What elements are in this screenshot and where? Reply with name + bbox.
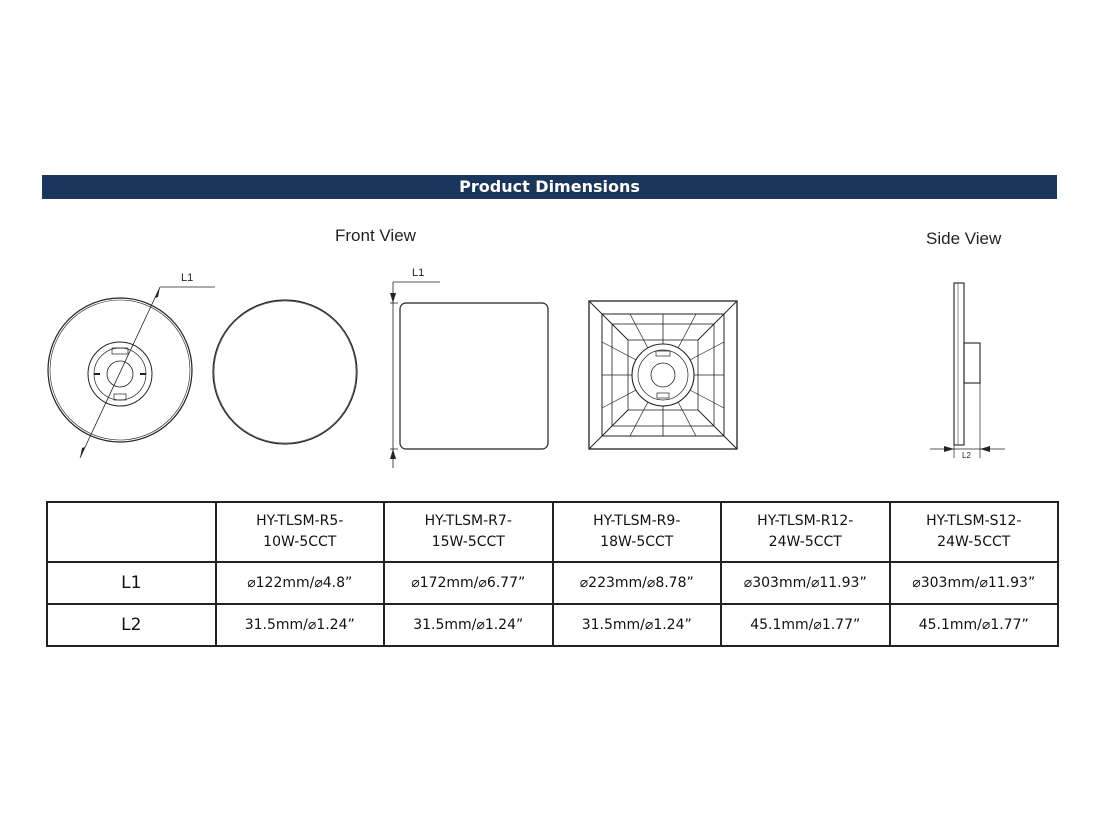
square-fixture-front-drawing <box>390 282 548 468</box>
l1-square-label: L1 <box>412 267 425 279</box>
dimension-value-cell: ⌀303mm/⌀11.93” <box>721 562 890 604</box>
dimension-value-cell: 31.5mm/⌀1.24” <box>384 604 553 646</box>
model-header-cell: HY-TLSM-R7- 15W-5CCT <box>384 502 553 562</box>
table-corner-cell <box>47 502 216 562</box>
dimension-value-cell: 45.1mm/⌀1.77” <box>890 604 1059 646</box>
model-header-cell: HY-TLSM-R9- 18W-5CCT <box>553 502 722 562</box>
dimension-value-cell: 45.1mm/⌀1.77” <box>721 604 890 646</box>
table-row <box>47 604 1058 646</box>
side-view-label: Side View <box>926 229 1002 248</box>
square-fixture-back-drawing <box>589 301 737 449</box>
l1-round-label: L1 <box>181 272 194 284</box>
section-title-banner: Product Dimensions <box>42 175 1057 199</box>
dimensions-table <box>46 501 1059 647</box>
table-row <box>47 562 1058 604</box>
dimension-value-cell: ⌀172mm/⌀6.77” <box>384 562 553 604</box>
table-header-row <box>47 502 1058 562</box>
dimension-value-cell: ⌀303mm/⌀11.93” <box>890 562 1059 604</box>
dimension-value-cell: 31.5mm/⌀1.24” <box>216 604 385 646</box>
dimension-value-cell: 31.5mm/⌀1.24” <box>553 604 722 646</box>
round-fixture-front-drawing <box>213 300 357 444</box>
dimension-value-cell: ⌀223mm/⌀8.78” <box>553 562 722 604</box>
front-view-label: Front View <box>335 226 416 245</box>
model-header-cell: HY-TLSM-R5- 10W-5CCT <box>216 502 385 562</box>
row-label-cell: L2 <box>47 604 216 646</box>
model-header-cell: HY-TLSM-R12- 24W-5CCT <box>721 502 890 562</box>
dimension-value-cell: ⌀122mm/⌀4.8” <box>216 562 385 604</box>
row-label-cell: L1 <box>47 562 216 604</box>
side-view-drawing <box>930 283 1005 458</box>
l2-side-label: L2 <box>962 451 971 460</box>
round-fixture-back-drawing <box>48 287 215 458</box>
model-header-cell: HY-TLSM-S12- 24W-5CCT <box>890 502 1059 562</box>
